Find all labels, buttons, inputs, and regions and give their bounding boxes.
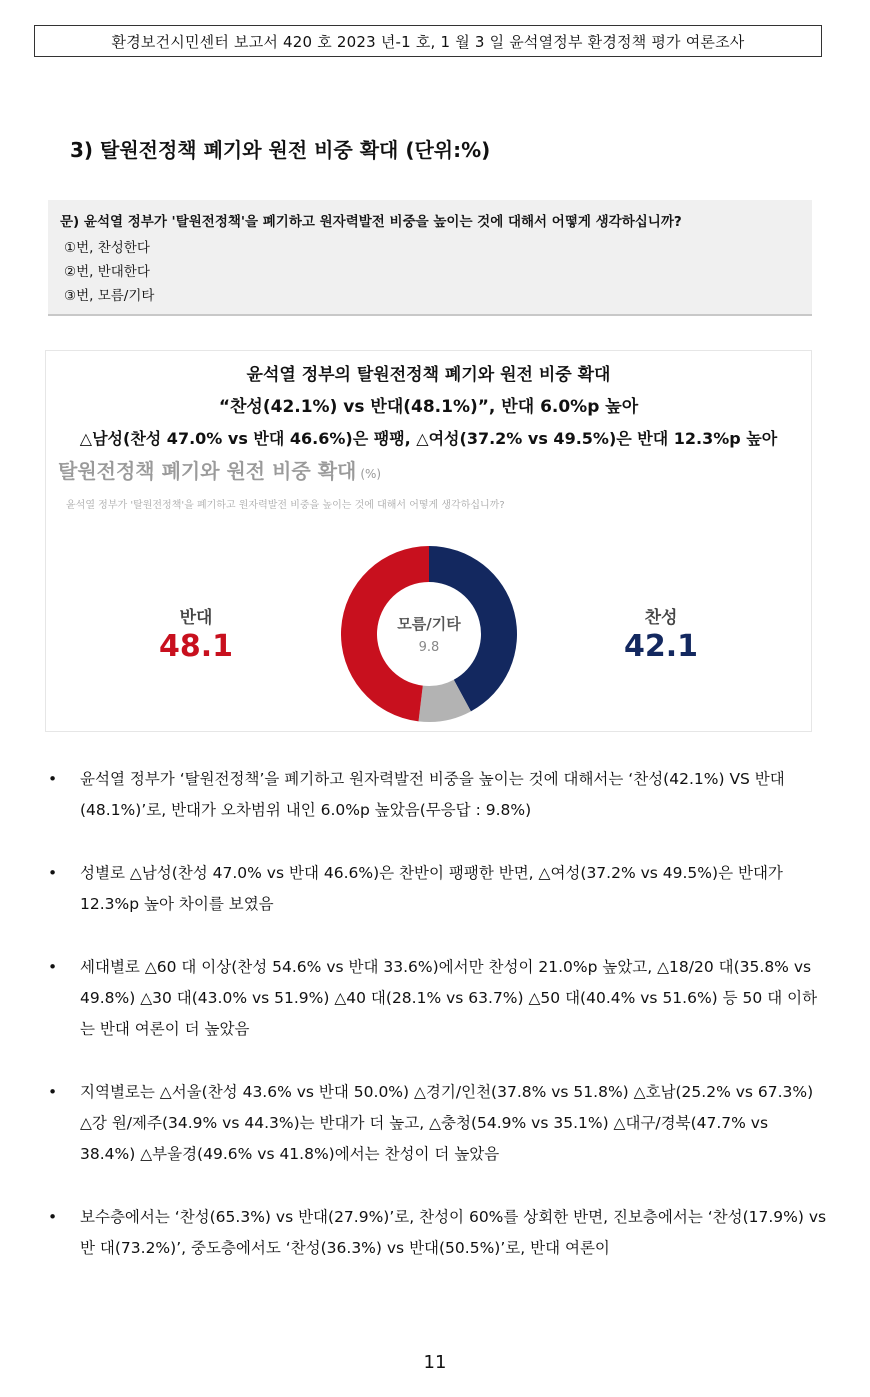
option-unknown: ③번, 모름/기타 [64,288,155,304]
bullet-dot: • [48,770,58,788]
question-text: 문) 윤석열 정부가 '탈원전정책'을 폐기하고 원자력발전 비중을 높이는 것에 대해서 어떻게 생각하십니까? [60,214,682,230]
summary-line-1: 윤석열 정부의 탈원전정책 폐기와 원전 비중 확대 [246,365,611,385]
option-disagree: ②번, 반대한다 [64,264,150,280]
label-agree-value: 42.1 [623,629,699,664]
chart-question: 윤석열 정부가 '탈원전정책'을 폐기하고 원자력발전 비중을 높이는 것에 대해서 어떻게 생각하십니까? [66,500,505,511]
report-header-text: 환경보건시민센터 보고서 420 호 2023 년-1 호, 1 월 3 일 윤석열정부 환경정책 평가 여론조사 [111,32,745,51]
donut-chart [336,541,522,727]
bullet-text: 보수층에서는 ‘찬성(65.3%) vs 반대(27.9%)’로, 찬성이 60%를 상회한 반면, 진보층에서는 ‘찬성(17.9%) vs 반 대(73.2%)’, 중도층에서도 ‘찬성(36.3%) vs 반대(50.5%)’로, 반대 여론이 [80,1208,827,1257]
option-agree: ①번, 찬성한다 [64,240,150,256]
bullet-dot: • [48,864,58,882]
chart-summary [46,359,811,455]
chart-title [58,455,381,484]
question-box [48,200,812,316]
chart-unit: (%) [360,467,382,481]
donut-slice [341,546,429,721]
bullet-text: 세대별로 △60 대 이상(찬성 54.6% vs 반대 33.6%)에서만 찬성이 21.0%p 높았고, △18/20 대(35.8% vs 49.8%) △30 대(43.0% vs 51.9%) △40 대(28.1% vs 63.7%) △50 대(40.4% vs 51.6%) 등 50 대 이하는 반대 여론이 더 높았음 [80,958,818,1038]
bullet-item [48,1077,828,1170]
label-agree-name: 찬성 [644,608,678,628]
summary-line-2: “찬성(42.1%) vs 반대(48.1%)”, 반대 6.0%p 높아 [218,397,639,417]
summary-line-3: △남성(찬성 47.0% vs 반대 46.6%)은 팽팽, △여성(37.2% vs 49.5%)은 반대 12.3%p 높아 [79,429,778,448]
center-unknown-value: 9.8 [418,640,440,655]
label-disagree-value: 48.1 [158,629,234,664]
bullet-text: 윤석열 정부가 ‘탈원전정책’을 폐기하고 원자력발전 비중을 높이는 것에 대해서는 ‘찬성(42.1%) VS 반대 (48.1%)’로, 반대가 오차범위 내인 6.0%p 높았음(무응답 : 9.8%) [80,770,785,819]
label-disagree-name: 반대 [179,608,213,628]
page-number: 11 [423,1352,447,1373]
bullet-item [48,1202,828,1264]
report-header [34,25,822,57]
bullet-list [48,764,828,1296]
bullet-item [48,952,828,1045]
bullet-text: 성별로 △남성(찬성 47.0% vs 반대 46.6%)은 찬반이 팽팽한 반면, △여성(37.2% vs 49.5%)은 반대가 12.3%p 높아 차이를 보였음 [80,864,783,913]
bullet-item [48,858,828,920]
center-unknown-name: 모름/기타 [397,615,461,633]
bullet-dot: • [48,1083,58,1101]
bullet-dot: • [48,1208,58,1226]
chart-title-text: 탈원전정책 폐기와 원전 비중 확대 [58,459,357,483]
bullet-item [48,764,828,826]
chart-panel [45,350,812,732]
section-title: 3) 탈원전정책 폐기와 원전 비중 확대 (단위:%) [70,138,491,162]
bullet-text: 지역별로는 △서울(찬성 43.6% vs 반대 50.0%) △경기/인천(37.8% vs 51.8%) △호남(25.2% vs 67.3%) △강 원/제주(34.9% vs 44.3%)는 반대가 더 높고, △충청(54.9% vs 35.1%) △대구/경북(47.7% vs 38.4%) △부울경(49.6% vs 41.8%)에서는 찬성이 더 높았음 [80,1083,814,1163]
bullet-dot: • [48,958,58,976]
